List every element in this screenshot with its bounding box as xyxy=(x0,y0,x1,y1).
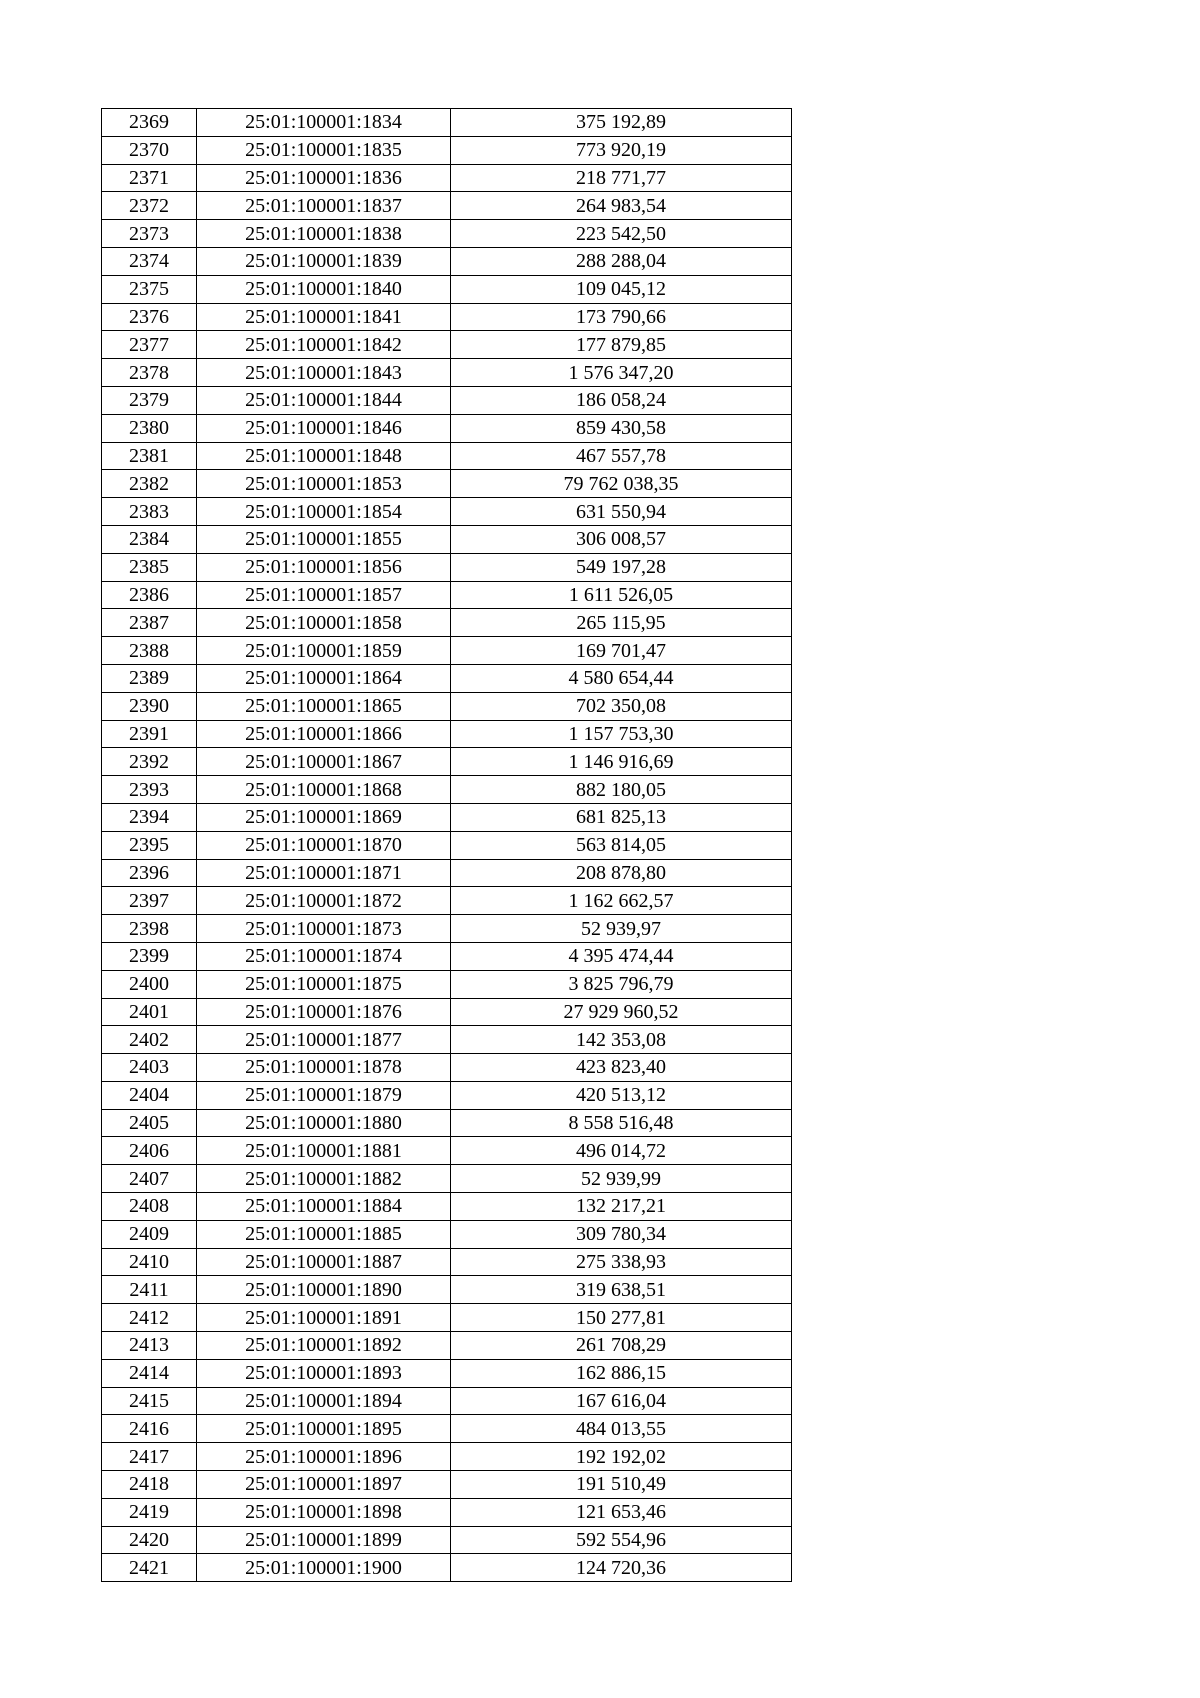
cadastral-value-cell: 162 886,15 xyxy=(451,1359,792,1387)
cadastral-value-cell: 173 790,66 xyxy=(451,303,792,331)
row-number-cell: 2395 xyxy=(102,831,197,859)
table-row xyxy=(102,970,792,998)
cadastral-value-cell: 681 825,13 xyxy=(451,803,792,831)
cadastral-value-cell: 375 192,89 xyxy=(451,109,792,137)
table-row xyxy=(102,553,792,581)
row-number-cell: 2402 xyxy=(102,1026,197,1054)
cadastral-number-cell: 25:01:100001:1854 xyxy=(197,498,451,526)
cadastral-value-cell: 265 115,95 xyxy=(451,609,792,637)
cadastral-value-cell: 309 780,34 xyxy=(451,1220,792,1248)
table-row xyxy=(102,1054,792,1082)
row-number-cell: 2390 xyxy=(102,692,197,720)
cadastral-value-cell: 484 013,55 xyxy=(451,1415,792,1443)
table-row xyxy=(102,331,792,359)
table-row xyxy=(102,859,792,887)
cadastral-number-cell: 25:01:100001:1872 xyxy=(197,887,451,915)
cadastral-number-cell: 25:01:100001:1891 xyxy=(197,1304,451,1332)
table-row xyxy=(102,915,792,943)
row-number-cell: 2371 xyxy=(102,164,197,192)
cadastral-number-cell: 25:01:100001:1875 xyxy=(197,970,451,998)
table-row xyxy=(102,359,792,387)
table-row xyxy=(102,1026,792,1054)
table-row xyxy=(102,386,792,414)
row-number-cell: 2420 xyxy=(102,1526,197,1554)
cadastral-value-cell: 631 550,94 xyxy=(451,498,792,526)
cadastral-number-cell: 25:01:100001:1856 xyxy=(197,553,451,581)
row-number-cell: 2397 xyxy=(102,887,197,915)
row-number-cell: 2382 xyxy=(102,470,197,498)
row-number-cell: 2406 xyxy=(102,1137,197,1165)
cadastral-value-cell: 592 554,96 xyxy=(451,1526,792,1554)
row-number-cell: 2387 xyxy=(102,609,197,637)
cadastral-value-cell: 288 288,04 xyxy=(451,247,792,275)
cadastral-number-cell: 25:01:100001:1835 xyxy=(197,136,451,164)
row-number-cell: 2389 xyxy=(102,664,197,692)
table-row xyxy=(102,1304,792,1332)
cadastral-value-cell: 306 008,57 xyxy=(451,525,792,553)
cadastral-number-cell: 25:01:100001:1897 xyxy=(197,1471,451,1499)
table-row xyxy=(102,1443,792,1471)
table-row xyxy=(102,1109,792,1137)
row-number-cell: 2372 xyxy=(102,192,197,220)
cadastral-number-cell: 25:01:100001:1870 xyxy=(197,831,451,859)
table-row xyxy=(102,1471,792,1499)
cadastral-value-cell: 1 162 662,57 xyxy=(451,887,792,915)
cadastral-number-cell: 25:01:100001:1896 xyxy=(197,1443,451,1471)
table-row xyxy=(102,887,792,915)
cadastral-value-cell: 218 771,77 xyxy=(451,164,792,192)
cadastral-value-cell: 132 217,21 xyxy=(451,1193,792,1221)
cadastral-number-cell: 25:01:100001:1844 xyxy=(197,386,451,414)
row-number-cell: 2415 xyxy=(102,1387,197,1415)
row-number-cell: 2391 xyxy=(102,720,197,748)
cadastral-number-cell: 25:01:100001:1869 xyxy=(197,803,451,831)
cadastral-number-cell: 25:01:100001:1882 xyxy=(197,1165,451,1193)
table-row xyxy=(102,831,792,859)
cadastral-value-cell: 3 825 796,79 xyxy=(451,970,792,998)
cadastral-value-cell: 223 542,50 xyxy=(451,220,792,248)
table-row xyxy=(102,220,792,248)
table-row xyxy=(102,1193,792,1221)
table-row xyxy=(102,1081,792,1109)
row-number-cell: 2417 xyxy=(102,1443,197,1471)
cadastral-number-cell: 25:01:100001:1846 xyxy=(197,414,451,442)
cadastral-value-cell: 27 929 960,52 xyxy=(451,998,792,1026)
cadastral-value-cell: 549 197,28 xyxy=(451,553,792,581)
table-row xyxy=(102,637,792,665)
row-number-cell: 2411 xyxy=(102,1276,197,1304)
cadastral-value-cell: 275 338,93 xyxy=(451,1248,792,1276)
row-number-cell: 2405 xyxy=(102,1109,197,1137)
table-row xyxy=(102,803,792,831)
cadastral-number-cell: 25:01:100001:1868 xyxy=(197,776,451,804)
row-number-cell: 2385 xyxy=(102,553,197,581)
table-row xyxy=(102,1554,792,1582)
cadastral-number-cell: 25:01:100001:1853 xyxy=(197,470,451,498)
row-number-cell: 2392 xyxy=(102,748,197,776)
cadastral-number-cell: 25:01:100001:1881 xyxy=(197,1137,451,1165)
table-row xyxy=(102,1332,792,1360)
cadastral-number-cell: 25:01:100001:1839 xyxy=(197,247,451,275)
cadastral-value-cell: 142 353,08 xyxy=(451,1026,792,1054)
row-number-cell: 2393 xyxy=(102,776,197,804)
row-number-cell: 2416 xyxy=(102,1415,197,1443)
cadastral-number-cell: 25:01:100001:1834 xyxy=(197,109,451,137)
table-row xyxy=(102,1526,792,1554)
row-number-cell: 2408 xyxy=(102,1193,197,1221)
table-row xyxy=(102,247,792,275)
row-number-cell: 2383 xyxy=(102,498,197,526)
row-number-cell: 2388 xyxy=(102,637,197,665)
row-number-cell: 2403 xyxy=(102,1054,197,1082)
table-row xyxy=(102,692,792,720)
cadastral-number-cell: 25:01:100001:1885 xyxy=(197,1220,451,1248)
table-row xyxy=(102,942,792,970)
row-number-cell: 2377 xyxy=(102,331,197,359)
cadastral-value-cell: 319 638,51 xyxy=(451,1276,792,1304)
table-row xyxy=(102,581,792,609)
cadastral-number-cell: 25:01:100001:1857 xyxy=(197,581,451,609)
cadastral-value-cell: 8 558 516,48 xyxy=(451,1109,792,1137)
row-number-cell: 2404 xyxy=(102,1081,197,1109)
cadastral-number-cell: 25:01:100001:1878 xyxy=(197,1054,451,1082)
row-number-cell: 2409 xyxy=(102,1220,197,1248)
table-row xyxy=(102,136,792,164)
row-number-cell: 2401 xyxy=(102,998,197,1026)
table-row xyxy=(102,414,792,442)
row-number-cell: 2376 xyxy=(102,303,197,331)
table-row xyxy=(102,1137,792,1165)
cadastral-value-cell: 423 823,40 xyxy=(451,1054,792,1082)
cadastral-number-cell: 25:01:100001:1873 xyxy=(197,915,451,943)
cadastral-value-cell: 4 395 474,44 xyxy=(451,942,792,970)
row-number-cell: 2399 xyxy=(102,942,197,970)
row-number-cell: 2407 xyxy=(102,1165,197,1193)
table-row xyxy=(102,1165,792,1193)
cadastral-value-cell: 1 157 753,30 xyxy=(451,720,792,748)
cadastral-value-cell: 264 983,54 xyxy=(451,192,792,220)
cadastral-value-cell: 261 708,29 xyxy=(451,1332,792,1360)
cadastral-number-cell: 25:01:100001:1877 xyxy=(197,1026,451,1054)
table-row xyxy=(102,1387,792,1415)
table-row xyxy=(102,275,792,303)
cadastral-number-cell: 25:01:100001:1866 xyxy=(197,720,451,748)
cadastral-value-cell: 1 576 347,20 xyxy=(451,359,792,387)
table-row xyxy=(102,442,792,470)
cadastral-number-cell: 25:01:100001:1843 xyxy=(197,359,451,387)
cadastral-number-cell: 25:01:100001:1899 xyxy=(197,1526,451,1554)
cadastral-value-cell: 702 350,08 xyxy=(451,692,792,720)
cadastral-number-cell: 25:01:100001:1880 xyxy=(197,1109,451,1137)
cadastral-value-cell: 79 762 038,35 xyxy=(451,470,792,498)
cadastral-value-cell: 1 146 916,69 xyxy=(451,748,792,776)
cadastral-number-cell: 25:01:100001:1890 xyxy=(197,1276,451,1304)
row-number-cell: 2370 xyxy=(102,136,197,164)
cadastral-value-cell: 52 939,99 xyxy=(451,1165,792,1193)
cadastral-value-cell: 192 192,02 xyxy=(451,1443,792,1471)
cadastral-value-cell: 186 058,24 xyxy=(451,386,792,414)
cadastral-value-cell: 191 510,49 xyxy=(451,1471,792,1499)
table-body xyxy=(102,109,792,1582)
cadastral-value-table xyxy=(101,108,792,1582)
cadastral-number-cell: 25:01:100001:1867 xyxy=(197,748,451,776)
cadastral-value-cell: 1 611 526,05 xyxy=(451,581,792,609)
cadastral-value-cell: 467 557,78 xyxy=(451,442,792,470)
cadastral-value-cell: 177 879,85 xyxy=(451,331,792,359)
table-row xyxy=(102,470,792,498)
table-row xyxy=(102,192,792,220)
cadastral-number-cell: 25:01:100001:1848 xyxy=(197,442,451,470)
cadastral-value-cell: 124 720,36 xyxy=(451,1554,792,1582)
cadastral-value-cell: 563 814,05 xyxy=(451,831,792,859)
cadastral-value-cell: 167 616,04 xyxy=(451,1387,792,1415)
row-number-cell: 2378 xyxy=(102,359,197,387)
table-row xyxy=(102,1415,792,1443)
cadastral-number-cell: 25:01:100001:1836 xyxy=(197,164,451,192)
table-row xyxy=(102,109,792,137)
cadastral-value-cell: 859 430,58 xyxy=(451,414,792,442)
cadastral-number-cell: 25:01:100001:1893 xyxy=(197,1359,451,1387)
row-number-cell: 2381 xyxy=(102,442,197,470)
cadastral-number-cell: 25:01:100001:1887 xyxy=(197,1248,451,1276)
cadastral-number-cell: 25:01:100001:1838 xyxy=(197,220,451,248)
cadastral-number-cell: 25:01:100001:1858 xyxy=(197,609,451,637)
cadastral-value-cell: 169 701,47 xyxy=(451,637,792,665)
table-row xyxy=(102,748,792,776)
table-row xyxy=(102,720,792,748)
row-number-cell: 2379 xyxy=(102,386,197,414)
table-row xyxy=(102,776,792,804)
cadastral-number-cell: 25:01:100001:1840 xyxy=(197,275,451,303)
cadastral-number-cell: 25:01:100001:1864 xyxy=(197,664,451,692)
row-number-cell: 2419 xyxy=(102,1498,197,1526)
cadastral-number-cell: 25:01:100001:1865 xyxy=(197,692,451,720)
table-row xyxy=(102,1248,792,1276)
cadastral-number-cell: 25:01:100001:1895 xyxy=(197,1415,451,1443)
table-row xyxy=(102,1498,792,1526)
table-row xyxy=(102,1220,792,1248)
row-number-cell: 2386 xyxy=(102,581,197,609)
table-row xyxy=(102,525,792,553)
cadastral-value-cell: 121 653,46 xyxy=(451,1498,792,1526)
row-number-cell: 2396 xyxy=(102,859,197,887)
table-row xyxy=(102,1276,792,1304)
cadastral-number-cell: 25:01:100001:1900 xyxy=(197,1554,451,1582)
cadastral-number-cell: 25:01:100001:1876 xyxy=(197,998,451,1026)
table-row xyxy=(102,609,792,637)
cadastral-value-cell: 4 580 654,44 xyxy=(451,664,792,692)
table-row xyxy=(102,998,792,1026)
cadastral-value-cell: 882 180,05 xyxy=(451,776,792,804)
cadastral-number-cell: 25:01:100001:1859 xyxy=(197,637,451,665)
table-row xyxy=(102,664,792,692)
row-number-cell: 2400 xyxy=(102,970,197,998)
row-number-cell: 2414 xyxy=(102,1359,197,1387)
row-number-cell: 2413 xyxy=(102,1332,197,1360)
table-row xyxy=(102,498,792,526)
cadastral-value-cell: 773 920,19 xyxy=(451,136,792,164)
cadastral-value-cell: 208 878,80 xyxy=(451,859,792,887)
row-number-cell: 2384 xyxy=(102,525,197,553)
cadastral-value-cell: 150 277,81 xyxy=(451,1304,792,1332)
row-number-cell: 2375 xyxy=(102,275,197,303)
table-row xyxy=(102,303,792,331)
cadastral-number-cell: 25:01:100001:1874 xyxy=(197,942,451,970)
cadastral-number-cell: 25:01:100001:1871 xyxy=(197,859,451,887)
row-number-cell: 2374 xyxy=(102,247,197,275)
row-number-cell: 2369 xyxy=(102,109,197,137)
cadastral-number-cell: 25:01:100001:1841 xyxy=(197,303,451,331)
cadastral-number-cell: 25:01:100001:1855 xyxy=(197,525,451,553)
cadastral-number-cell: 25:01:100001:1884 xyxy=(197,1193,451,1221)
row-number-cell: 2394 xyxy=(102,803,197,831)
cadastral-value-cell: 109 045,12 xyxy=(451,275,792,303)
cadastral-number-cell: 25:01:100001:1898 xyxy=(197,1498,451,1526)
row-number-cell: 2398 xyxy=(102,915,197,943)
cadastral-value-cell: 496 014,72 xyxy=(451,1137,792,1165)
cadastral-number-cell: 25:01:100001:1879 xyxy=(197,1081,451,1109)
cadastral-value-cell: 420 513,12 xyxy=(451,1081,792,1109)
cadastral-number-cell: 25:01:100001:1837 xyxy=(197,192,451,220)
row-number-cell: 2412 xyxy=(102,1304,197,1332)
table-row xyxy=(102,1359,792,1387)
row-number-cell: 2380 xyxy=(102,414,197,442)
cadastral-number-cell: 25:01:100001:1894 xyxy=(197,1387,451,1415)
cadastral-value-cell: 52 939,97 xyxy=(451,915,792,943)
row-number-cell: 2373 xyxy=(102,220,197,248)
row-number-cell: 2418 xyxy=(102,1471,197,1499)
cadastral-number-cell: 25:01:100001:1892 xyxy=(197,1332,451,1360)
row-number-cell: 2421 xyxy=(102,1554,197,1582)
row-number-cell: 2410 xyxy=(102,1248,197,1276)
table-row xyxy=(102,164,792,192)
cadastral-number-cell: 25:01:100001:1842 xyxy=(197,331,451,359)
